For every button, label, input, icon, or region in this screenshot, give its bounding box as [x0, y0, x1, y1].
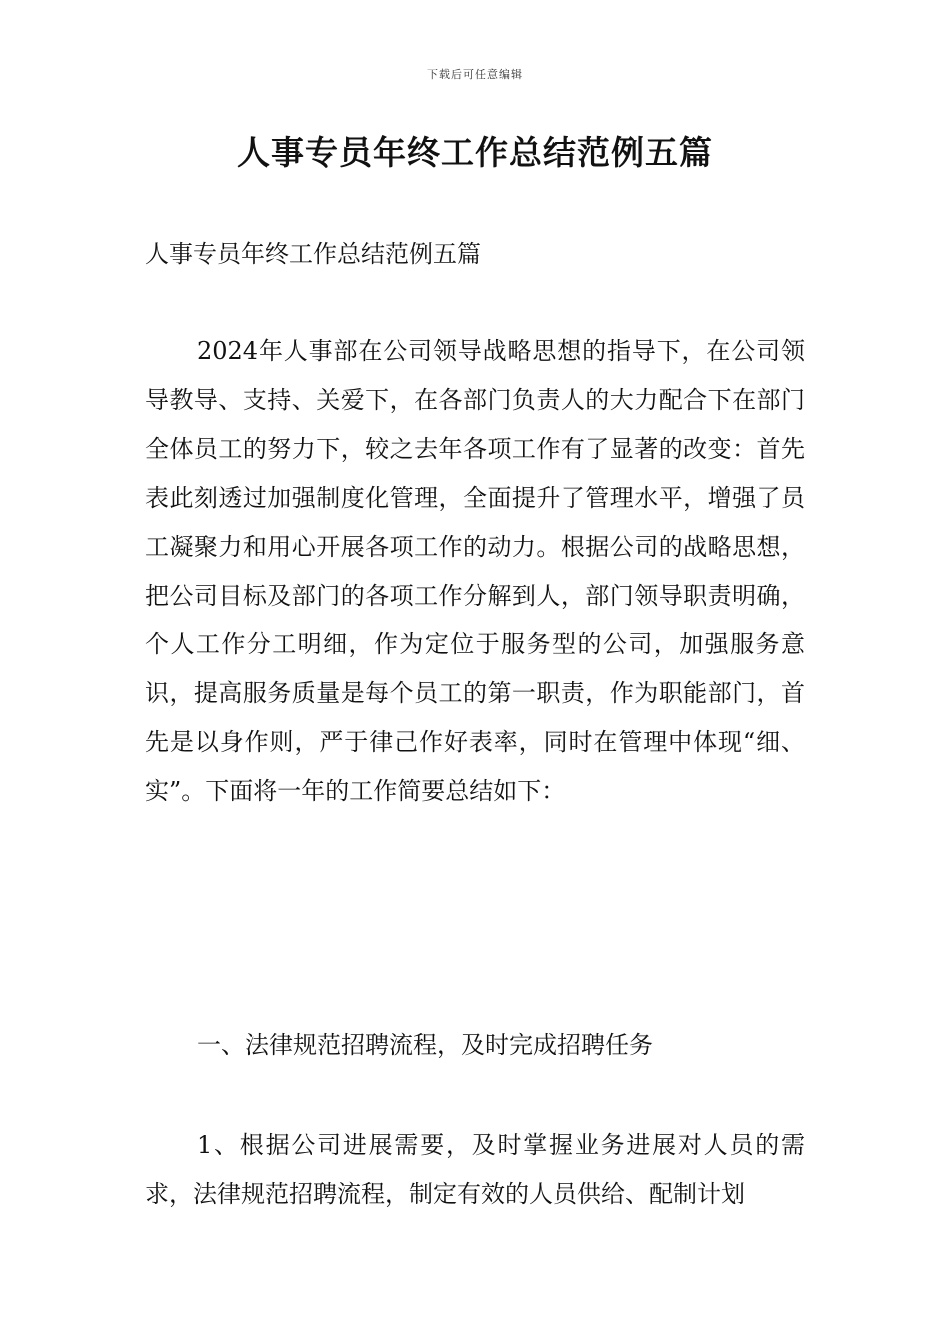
- document-subtitle: 人事专员年终工作总结范例五篇: [145, 240, 481, 268]
- document-title: 人事专员年终工作总结范例五篇: [237, 133, 713, 172]
- item1-paragraph: 1、根据公司进展需要，及时掌握业务进展对人员的需求，法律规范招聘流程，制定有效的人员供给、配制计划: [145, 1131, 805, 1208]
- intro-paragraph: 2024年人事部在公司领导战略思想的指导下，在公司领导教导、支持、关爱下，在各部门负责人的大力配合下在部门全体员工的努力下，较之去年各项工作有了显著的改变：首先表此刻透过加强制度化管理，全面提升了管理水平，增强了员工凝聚力和用心开展各项工作的动力。根据公司的战略思想，把公司目标及部门的各项工作分解到人，部门领导职责明确，个人工作分工明细，作为定位于服务型的公司，加强服务意识，提高服务质量是每个员工的第一职责，作为职能部门，首先是以身作则，严于律己作好表率，同时在管理中体现“细、实”。下面将一年的工作简要总结如下：: [145, 337, 805, 806]
- section-heading: 一、法律规范招聘流程，及时完成招聘任务: [197, 1031, 653, 1059]
- header-note: 下载后可任意编辑: [427, 68, 523, 81]
